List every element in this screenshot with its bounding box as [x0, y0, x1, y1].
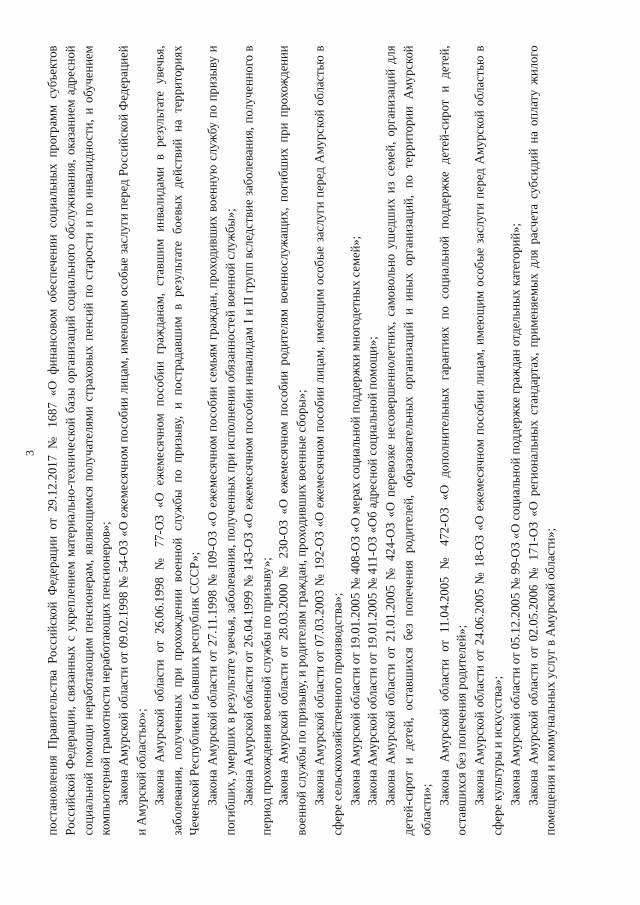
paragraph: Закона Амурской области от 26.06.1998 № 77-ОЗ «О ежемесячном пособии гражданам, ставшим инвалидами в результате увечья, заболевания, полученных при прохождении военной службы по призыву, и пострадавшим в результате боевых действий на территориях Чеченской Республики и бывших республик СССР»; [151, 45, 202, 835]
paragraph: Закона Амурской области от 11.04.2005 № 472-ОЗ «О дополнительных гарантиях по социальной поддержке детей-сирот и детей, оставшихся без попечения родителей»; [436, 45, 469, 835]
paragraph: Закона Амурской области от 28.03.2000 № 230-ОЗ «О ежемесячном пособии родителям военнослужащих, погибших при прохождении военной службы по призыву, и родителям граждан, проходивших военные сборы»; [276, 45, 309, 835]
paragraph: постановления Правительства Российской Федерации от 29.12.2017 № 1687 «О финансовом обеспечении социальных программ субъектов Российской Федерации, связанных с укреплением материально-технической базы организаций социального обслуживания, оказанием адресной социальной помощи неработающим пенсионерам, являющимся получателями страховых пенсий по старости и по инвалидности, и обучением компьютерной грамотности неработающих пенсионеров»; [45, 45, 113, 835]
paragraph: Закона Амурской области от 02.05.2006 № 171-ОЗ «О региональных стандартах, применяемых для расчета субсидий на оплату жилого помещения и коммунальных услуг в Амурской области»; [525, 45, 558, 835]
paragraph: Закона Амурской области от 24.06.2005 № 18-ОЗ «О ежемесячном пособии лицам, имеющим особые заслуги перед Амурской областью в сфере культуры и искусства»; [472, 45, 504, 835]
paragraph: Закона Амурской области от 21.01.2005 № 424-ОЗ «О перевозке несовершеннолетних, самовольно ушедших из семей, организаций для детей-сирот и детей, оставшихся без попечения родителей, образовательных организаций и иных организаций, по территории Амурской области»; [383, 45, 433, 835]
page-number: 3 [22, 449, 36, 456]
paragraph: Закона Амурской области от 26.04.1999 № 143-ОЗ «О ежемесячном пособии инвалидам I и II групп вследствие заболевания, полученного в период прохождения военной службы по призыву»; [240, 45, 273, 835]
paragraph: Закона Амурской области от 19.01.2005 № 411-ОЗ «Об адресной социальной помощи»; [365, 335, 380, 805]
document-body [44, 45, 560, 835]
paragraph: Закона Амурской области от 27.11.1998 № 109-ОЗ «О ежемесячном пособии семьям граждан, проходивших военную службу по призыву и погибших, умерших в результате увечья, заболевания, полученных при исполнении обязанностей военной службы»; [205, 45, 237, 835]
paragraph: Закона Амурской области от 07.03.2003 № 192-ОЗ «О ежемесячном пособии лицам, имеющим особые заслуги перед Амурской областью в сфере сельскохозяйственного производства»; [311, 45, 344, 835]
paragraph: Закона Амурской области от 19.01.2005 № 408-ОЗ «О мерах социальной поддержки многодетных семей»; [347, 235, 362, 805]
paragraph: Закона Амурской области от 05.12.2005 № 99-ОЗ «О социальной поддержке граждан отдельных категорий»; [507, 222, 522, 805]
paragraph: Закона Амурской области от 09.02.1998 № 54-ОЗ «О ежемесячном пособии лицам, имеющим особые заслуги перед Российской Федерацией и Амурской областью»; [116, 45, 148, 835]
